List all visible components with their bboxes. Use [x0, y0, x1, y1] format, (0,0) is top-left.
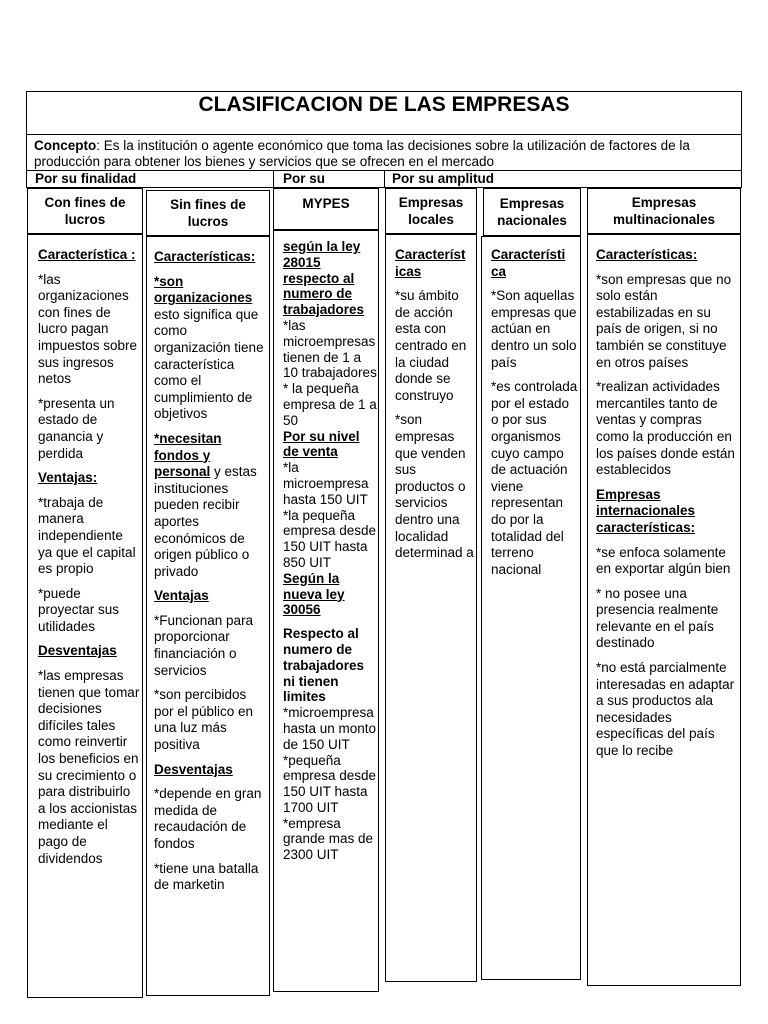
- phrase-rest: y estas instituciones pueden recibir aportes económicos de origen público o privado: [154, 464, 257, 579]
- venta-title: Por su nivel de venta: [283, 428, 360, 460]
- list-item: * no posee una presencia realmente relevante en el país destinado: [596, 585, 719, 651]
- group-finalidad: Por su finalidad: [35, 171, 137, 186]
- list-item: *puede proyectar sus utilidades: [38, 585, 120, 634]
- desventajas-title: Desventajas: [154, 761, 233, 777]
- ley-title: según la ley 28015 respecto al numero de trabajadores: [283, 239, 365, 318]
- column-mypes-content: [283, 239, 379, 863]
- list-item: [154, 274, 266, 423]
- header-con-fines: [27, 188, 143, 234]
- caract-title: Característ icas: [395, 247, 466, 279]
- group-divider: [273, 171, 274, 188]
- column-sin-fines-content: [154, 249, 266, 902]
- header-mypes: [273, 188, 379, 230]
- header-mypes-label: MYPES: [302, 195, 350, 211]
- header-con-fines-label: Con fines de lucros: [44, 195, 126, 227]
- list-item: *realizan actividades mercantiles tanto de ventas y compras como la producción en los países donde están establecidos: [596, 379, 735, 478]
- list-item: *se enfoca solamente en exportar algún bien: [596, 544, 731, 577]
- phrase-rest: esto significa que como organización tiene característica como el cumplimiento de objetivos: [154, 306, 264, 422]
- ventajas-title: Ventajas:: [38, 470, 98, 486]
- header-locales: [385, 188, 477, 234]
- group-header-row: [26, 170, 742, 188]
- concept-paragraph: [34, 138, 734, 170]
- column-locales: [385, 234, 477, 982]
- list-item: *son percibidos por el público en una luz más positiva: [154, 687, 254, 753]
- column-con-fines-content: [38, 247, 140, 875]
- list-item: *trabaja de manera independiente ya que el capital es propio: [38, 494, 136, 577]
- list-item: [154, 431, 266, 580]
- bold-phrase: *necesitan fondos y personal: [154, 430, 222, 480]
- limites-text: *microempresa hasta un monto de 150 UIT *pequeña empresa desde 150 UIT hasta 1700 UIT *empresa grande mas de 2300 UIT: [283, 705, 377, 863]
- concept-text: Es la institución o agente económico que toma las decisiones sobre la utilización de factores de la producción para obtener los bienes y servicios que se ofrecen en el mercado: [34, 138, 690, 169]
- desventajas-title: Desventajas: [38, 643, 117, 659]
- list-item: *las empresas tienen que tomar decisiones difíciles tales como reinvertir los beneficios en su crecimiento o para distribuirlo a los accionistas mediante el pago de dividendos: [38, 668, 140, 866]
- header-locales-label: Empresas locales: [398, 195, 464, 227]
- list-item: *presenta un estado de ganancia y perdida: [38, 395, 115, 461]
- header-multinacionales: [587, 188, 741, 234]
- concept-label: Concepto: [34, 138, 97, 153]
- list-item: *su ámbito de acción esta con centrado en la ciudad donde se construyo: [395, 288, 467, 403]
- nueva-ley-title: Según la nueva ley 30056: [283, 570, 345, 618]
- header-sin-fines-label: Sin fines de lucros: [170, 197, 246, 229]
- list-item: *Son aquellas empresas que actúan en dentro un solo país: [491, 288, 577, 370]
- group-amplitud: Por su amplitud: [392, 171, 495, 186]
- list-item: *es controlada por el estado o por sus organismos cuyo campo de actuación viene representan do por la totalidad del terreno nacional: [491, 379, 578, 577]
- list-item: *no está parcialmente interesadas en adaptar a sus productos ala necesidades específicas del país que lo recibe: [596, 660, 735, 759]
- limites-title: Respecto al numero de trabajadores ni tienen limites: [283, 626, 365, 705]
- header-multinacionales-label: Empresas multinacionales: [612, 195, 716, 227]
- column-mypes: [273, 230, 379, 992]
- column-nacionales-content: [491, 247, 579, 586]
- header-nacionales: [483, 188, 581, 236]
- caract-title: Característica :: [38, 247, 136, 262]
- column-sin-fines: [146, 236, 270, 996]
- list-item: *son empresas que venden sus productos o servicios dentro una localidad determinad a: [395, 412, 474, 561]
- list-item: *depende en gran medida de recaudación de fondos: [154, 786, 262, 851]
- concept-box: [26, 134, 742, 171]
- header-sin-fines: [146, 190, 270, 236]
- caract-title: Características:: [596, 247, 698, 262]
- list-item: *las organizaciones con fines de lucro pagan impuestos sobre sus ingresos netos: [38, 271, 138, 387]
- caract-title: Características:: [154, 249, 256, 264]
- column-multinacionales: [587, 234, 741, 986]
- ventajas-title: Ventajas: [154, 588, 209, 604]
- list-item: *son empresas que no solo están estabilizadas en su país de origen, si no también se constituye en otros países: [596, 271, 732, 370]
- list-item: *tiene una batalla de marketin: [154, 860, 259, 893]
- concept-colon: :: [96, 138, 104, 153]
- page-title: CLASIFICACION DE LAS EMPRESAS: [198, 93, 570, 116]
- column-nacionales: [481, 236, 581, 980]
- ley-text: *las microempresas tienen de 1 a 10 trabajadores * la pequeña empresa de 1 a 50: [283, 317, 377, 428]
- caract-title: Característi ca: [491, 247, 566, 279]
- group-divider: [384, 171, 385, 188]
- column-con-fines: [27, 234, 143, 998]
- column-locales-content: [395, 247, 477, 570]
- bold-phrase: *son organizaciones: [154, 273, 253, 306]
- column-multinacionales-content: [596, 247, 738, 768]
- title-box: [26, 91, 742, 135]
- intl-title: Empresas internacionales características:: [596, 486, 696, 535]
- group-tamano: Por su: [283, 171, 326, 186]
- header-nacionales-label: Empresas nacionales: [497, 196, 567, 228]
- venta-text: *la microempresa hasta 150 UIT *la pequeña empresa desde 150 UIT hasta 850 UIT: [283, 460, 377, 570]
- list-item: *Funcionan para proporcionar financiación o servicios: [154, 612, 254, 678]
